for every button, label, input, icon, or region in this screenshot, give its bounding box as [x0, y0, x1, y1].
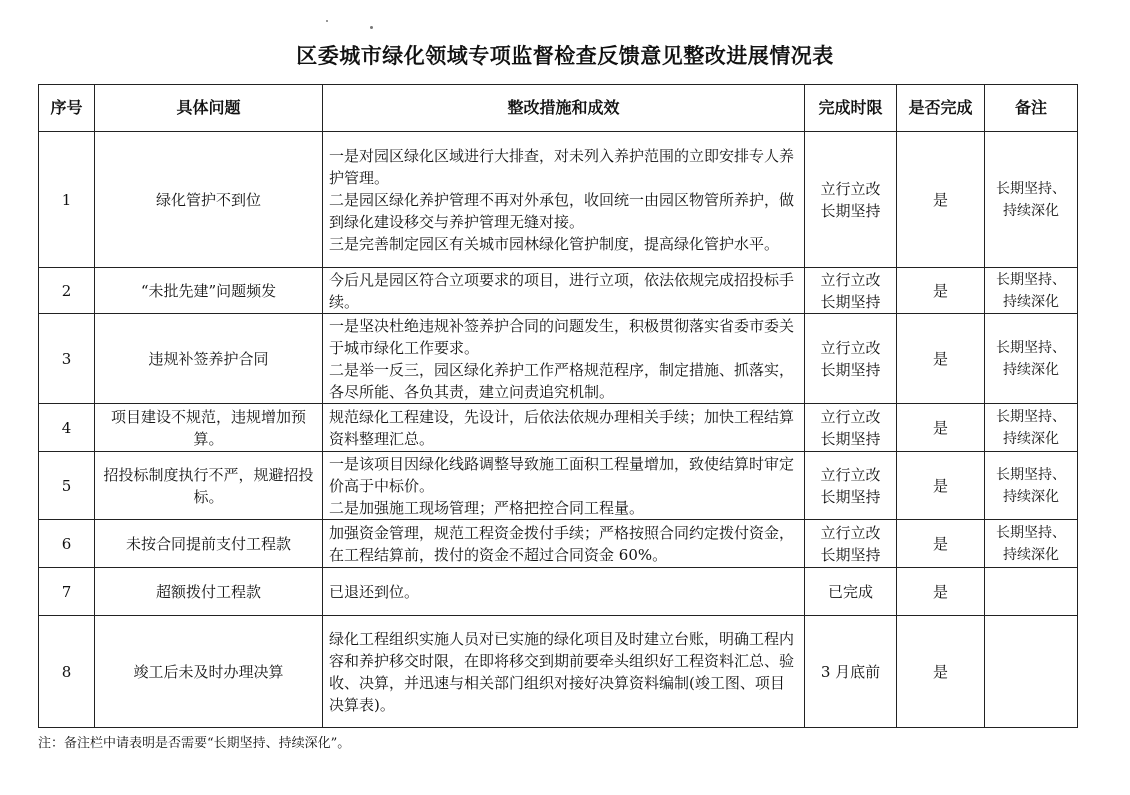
- cell-measures: 一是该项目因绿化线路调整导致施工面积工程量增加，致使结算时审定价高于中标价。 二是加强施工现场管理；严格把控合同工程量。: [323, 452, 805, 520]
- cell-measures: 加强资金管理，规范工程资金拨付手续；严格按照合同约定拨付资金，在工程结算前，拨付的资金不超过合同资金 60%。: [323, 520, 805, 568]
- cell-problem: 违规补签养护合同: [95, 314, 323, 404]
- cell-note: 长期坚持、 持续深化: [985, 520, 1078, 568]
- cell-deadline: 立行立改 长期坚持: [805, 268, 897, 314]
- table-row: [39, 268, 1078, 314]
- cell-note: 长期坚持、 持续深化: [985, 314, 1078, 404]
- cell-problem: 竣工后未及时办理决算: [95, 616, 323, 728]
- table-row: [39, 314, 1078, 404]
- cell-completed: 是: [897, 568, 985, 616]
- cell-note: 长期坚持、 持续深化: [985, 404, 1078, 452]
- cell-note: [985, 568, 1078, 616]
- cell-completed: 是: [897, 314, 985, 404]
- cell-completed: 是: [897, 404, 985, 452]
- table-header-row: [39, 85, 1078, 132]
- cell-note: 长期坚持、 持续深化: [985, 452, 1078, 520]
- cell-completed: 是: [897, 520, 985, 568]
- document-title: 区委城市绿化领域专项监督检查反馈意见整改进展情况表: [296, 44, 834, 68]
- cell-measures: 一是对园区绿化区域进行大排查，对未列入养护范围的立即安排专人养护管理。 二是园区绿化养护管理不再对外承包，收回统一由园区物管所养护，做到绿化建设移交与养护管理无缝对接。 三是完善制定园区有关城市园林绿化管护制度，提高绿化管护水平。: [323, 132, 805, 268]
- cell-problem: 超额拨付工程款: [95, 568, 323, 616]
- cell-no: 2: [39, 268, 95, 314]
- cell-deadline: 立行立改 长期坚持: [805, 314, 897, 404]
- table-row: [39, 404, 1078, 452]
- cell-no: 1: [39, 132, 95, 268]
- table-row: [39, 132, 1078, 268]
- cell-no: 4: [39, 404, 95, 452]
- header-no: 序号: [39, 85, 95, 132]
- cell-note: 长期坚持、 持续深化: [985, 268, 1078, 314]
- cell-deadline: 立行立改 长期坚持: [805, 520, 897, 568]
- cell-problem: 未按合同提前支付工程款: [95, 520, 323, 568]
- header-completed: 是否完成: [897, 85, 985, 132]
- cell-problem: 项目建设不规范，违规增加预算。: [95, 404, 323, 452]
- cell-deadline: 立行立改 长期坚持: [805, 404, 897, 452]
- cell-measures: 今后凡是园区符合立项要求的项目，进行立项，依法依规完成招投标手续。: [323, 268, 805, 314]
- header-problem: 具体问题: [95, 85, 323, 132]
- header-deadline: 完成时限: [805, 85, 897, 132]
- cell-completed: 是: [897, 268, 985, 314]
- cell-deadline: 3 月底前: [805, 616, 897, 728]
- cell-no: 3: [39, 314, 95, 404]
- cell-deadline: 立行立改 长期坚持: [805, 132, 897, 268]
- header-measures: 整改措施和成效: [323, 85, 805, 132]
- cell-deadline: 立行立改 长期坚持: [805, 452, 897, 520]
- cell-no: 6: [39, 520, 95, 568]
- table-row: [39, 568, 1078, 616]
- table-row: [39, 452, 1078, 520]
- cell-no: 7: [39, 568, 95, 616]
- cell-problem: 招投标制度执行不严，规避招投标。: [95, 452, 323, 520]
- table-row: [39, 520, 1078, 568]
- cell-no: 8: [39, 616, 95, 728]
- cell-no: 5: [39, 452, 95, 520]
- cell-measures: 已退还到位。: [323, 568, 805, 616]
- cell-measures: 规范绿化工程建设，先设计，后依法依规办理相关手续；加快工程结算资料整理汇总。: [323, 404, 805, 452]
- header-note: 备注: [985, 85, 1078, 132]
- table-row: [39, 616, 1078, 728]
- cell-completed: 是: [897, 452, 985, 520]
- scan-speck: [326, 20, 328, 22]
- cell-completed: 是: [897, 132, 985, 268]
- rectification-table: [38, 84, 1078, 728]
- cell-note: 长期坚持、 持续深化: [985, 132, 1078, 268]
- cell-measures: 一是坚决杜绝违规补签养护合同的问题发生，积极贯彻落实省委市委关于城市绿化工作要求。 二是举一反三，园区绿化养护工作严格规范程序，制定措施、抓落实，各尽所能、各负其责，建立问责追究机制。: [323, 314, 805, 404]
- cell-deadline: 已完成: [805, 568, 897, 616]
- cell-problem: “未批先建”问题频发: [95, 268, 323, 314]
- footnote: 注：备注栏中请表明是否需要“长期坚持、持续深化”。: [38, 736, 351, 751]
- scan-speck: [370, 26, 373, 29]
- cell-note: [985, 616, 1078, 728]
- cell-measures: 绿化工程组织实施人员对已实施的绿化项目及时建立台账，明确工程内容和养护移交时限，在即将移交到期前要牵头组织好工程资料汇总、验收、决算，并迅速与相关部门组织对接好决算资料编制(竣工图、项目决算表)。: [323, 616, 805, 728]
- cell-completed: 是: [897, 616, 985, 728]
- cell-problem: 绿化管护不到位: [95, 132, 323, 268]
